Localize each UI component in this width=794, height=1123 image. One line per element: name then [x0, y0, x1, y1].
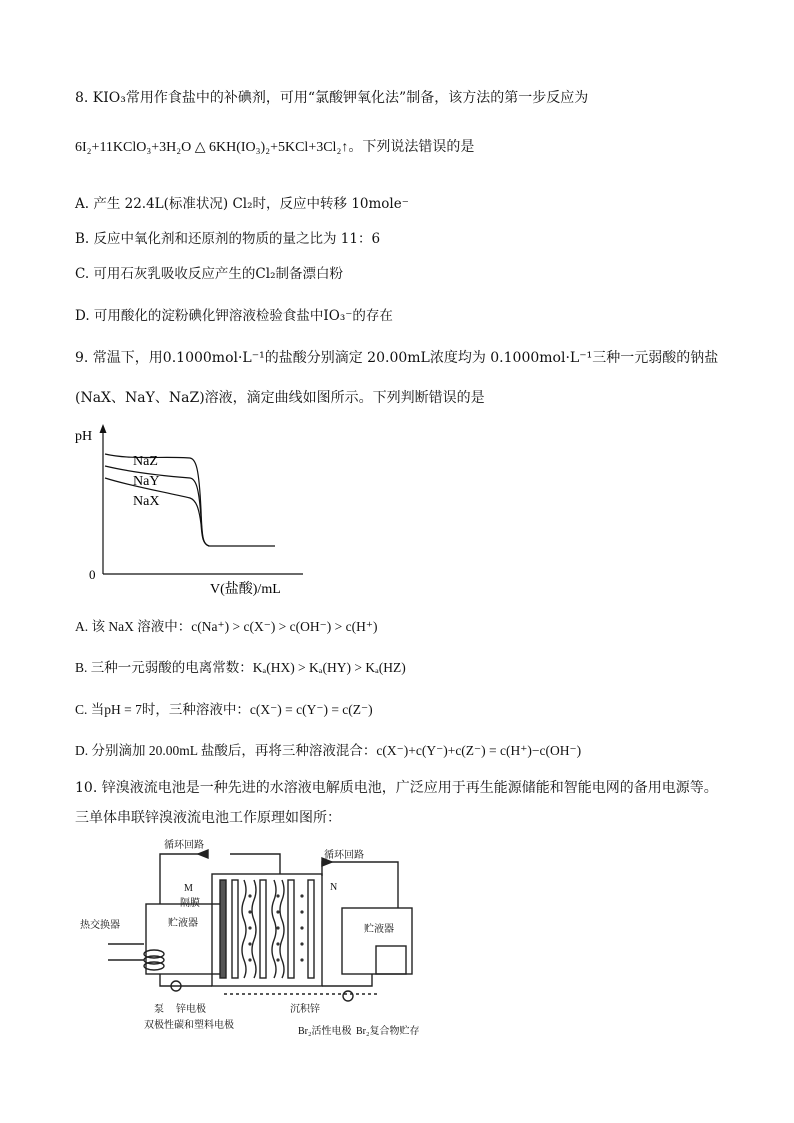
q9-option-b: B. 三种一元弱酸的电离常数：Kₐ(HX) > Kₐ(HY) > Kₐ(HZ) [75, 660, 406, 675]
label-zinc-electrode: 锌电极 [176, 1004, 206, 1015]
label-membrane: 隔膜 [180, 898, 200, 909]
q9-option-a: A. 该 NaX 溶液中：c(Na⁺) > c(X⁻) > c(OH⁻) > c(H⁺) [75, 619, 378, 634]
label-heat-exchanger: 热交换器 [80, 920, 120, 931]
y-axis-arrow [100, 424, 107, 433]
label-reservoir-left: 贮液器 [168, 918, 198, 929]
q9-stem-line1: 9. 常温下，用0.1000mol·L⁻¹的盐酸分别滴定 20.00mL浓度均为 0.1000mol·L⁻¹三种一元弱酸的钠盐 [75, 350, 719, 366]
origin-label: 0 [89, 567, 96, 582]
q9-option-d: D. 分别滴加 20.00mL 盐酸后，再将三种溶液混合：c(X⁻)+c(Y⁻)+c(Z⁻) = c(H⁺)−c(OH⁻) [75, 743, 582, 758]
label-br2-storage: Br₂复合物贮存 [356, 1026, 420, 1037]
q8-option-a: A. 产生 22.4L(标准状况) Cl₂时，反应中转移 10mole⁻ [75, 196, 409, 212]
zinc-electrode [220, 880, 226, 978]
curve-naz [105, 454, 275, 546]
label-deposited-zinc: 沉积锌 [290, 1004, 320, 1015]
q9-stem-line2: (NaX、NaY、NaZ)溶液，滴定曲线如图所示。下列判断错误的是 [75, 390, 485, 406]
q10-stem-line1: 10. 锌溴液流电池是一种先进的水溶液电解质电池，广泛应用于再生能源储能和智能电网的备用电源等。 [75, 780, 718, 796]
q8-equation: 6I₂+11KClO₃+3H₂O △ 6KH(IO₃)₂+5KCl+3Cl₂↑。下列说法错误的是 [75, 140, 475, 155]
curve-label-nay: NaY [133, 474, 160, 489]
loop-label-right: 循环回路 [324, 850, 364, 861]
label-bipolar: 双极性碳和塑料电极 [144, 1020, 234, 1031]
q8-stem-line1: 8. KIO₃常用作食盐中的补碘剂，可用“氯酸钾氧化法”制备，该方法的第一步反应为 [75, 90, 589, 106]
label-reservoir-right: 贮液器 [364, 924, 394, 935]
right-reservoir [342, 908, 412, 974]
curve-label-nax: NaX [133, 494, 160, 509]
battery-diagram [80, 836, 420, 1046]
curve-label-naz: NaZ [133, 454, 158, 469]
x-axis-label: V(盐酸)/mL [210, 582, 281, 597]
membrane [242, 880, 246, 978]
cell-stack [212, 874, 322, 986]
titration-curve-figure [75, 420, 315, 600]
label-pump: 泵 [154, 1004, 164, 1015]
label-n: N [330, 882, 338, 893]
q8-option-b: B. 反应中氧化剂和还原剂的物质的量之比为 11：6 [75, 231, 381, 247]
q10-stem-line2: 三单体串联锌溴液流电池工作原理如图所： [75, 810, 341, 826]
q8-option-d: D. 可用酸化的淀粉碘化钾溶液检验食盐中IO₃⁻的存在 [75, 308, 393, 324]
br2-storage-tank [376, 946, 406, 974]
label-m: M [184, 883, 193, 894]
q9-option-c: C. 当pH = 7时，三种溶液中：c(X⁻) = c(Y⁻) = c(Z⁻) [75, 702, 373, 717]
loop-label-left: 循环回路 [164, 840, 204, 851]
q8-option-c: C. 可用石灰乳吸收反应产生的Cl₂制备漂白粉 [75, 266, 343, 282]
label-br2-electrode: Br₂活性电极 [298, 1026, 352, 1037]
y-axis-label: pH [75, 429, 93, 444]
